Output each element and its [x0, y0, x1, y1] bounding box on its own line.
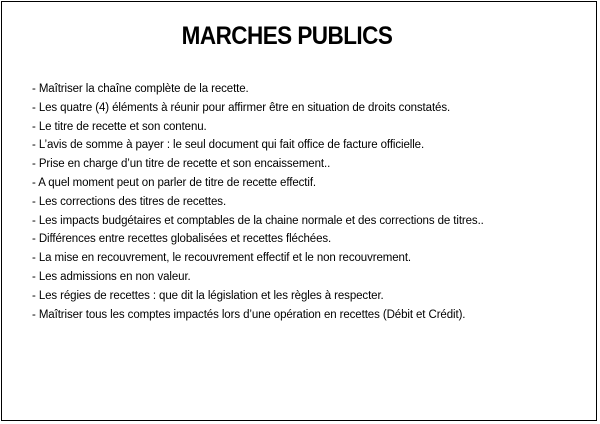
list-item: - Les quatre (4) éléments à réunir pour affirmer être en situation de droits constatés. — [32, 101, 451, 114]
list-item: - L’avis de somme à payer : le seul document qui fait office de facture officielle. — [32, 139, 425, 152]
list-item: - Les régies de recettes : que dit la législation et les règles à respecter. — [32, 289, 384, 302]
list-item: - A quel moment peut on parler de titre de recette effectif. — [32, 176, 317, 189]
list-item: - Maîtriser la chaîne complète de la recette. — [32, 83, 249, 95]
list-item: - Maîtriser tous les comptes impactés lors d’une opération en recettes (Débit et Crédit). — [32, 308, 466, 321]
document-title: MARCHES PUBLICS — [181, 22, 393, 50]
list-item: - La mise en recouvrement, le recouvrement effectif et le non recouvrement. — [32, 252, 412, 265]
list-item: - Les admissions en non valeur. — [32, 270, 191, 283]
list-item: - Différences entre recettes globalisées et recettes fléchées. — [32, 233, 332, 246]
list-item: - Le titre de recette et son contenu. — [32, 120, 207, 133]
document-frame — [1, 1, 597, 421]
list-item: - Les corrections des titres de recettes. — [32, 195, 227, 208]
topic-list — [32, 80, 484, 324]
list-item: - Les impacts budgétaires et comptables de la chaine normale et des corrections de titres.. — [32, 214, 484, 227]
list-item: - Prise en charge d’un titre de recette et son encaissement.. — [32, 158, 331, 171]
